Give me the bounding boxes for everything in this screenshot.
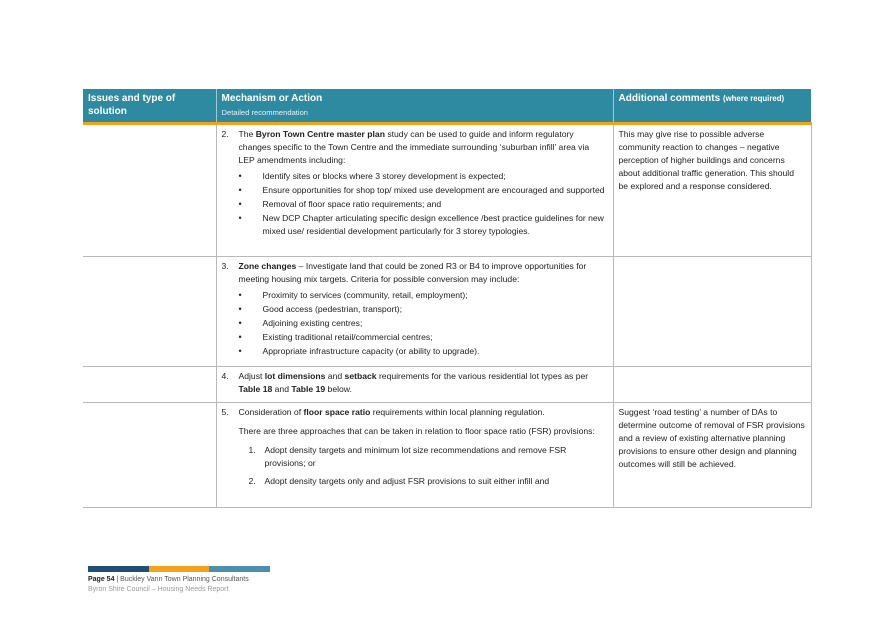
table-row xyxy=(83,257,811,367)
list-item: • Proximity to services (community, retail, employment); xyxy=(239,289,608,302)
issue-cell xyxy=(83,367,216,403)
comment-cell xyxy=(613,124,811,257)
header-comments-qualifier: (where required) xyxy=(722,94,785,103)
list-item: • New DCP Chapter articulating specific design excellence /best practice guidelines for new mixed use/ residential development particularly for 3 storey typologies. xyxy=(239,212,608,238)
item-text-part: below. xyxy=(325,384,352,394)
issue-cell xyxy=(83,403,216,508)
list-item: • Existing traditional retail/commercial centres; xyxy=(239,331,608,344)
comment-text: This may give rise to possible adverse community reaction to changes – negative perception of higher buildings and concerns about additional traffic generation. This should be explored and a response considered. xyxy=(618,129,794,191)
comment-text: Suggest ‘road testing’ a number of DAs to determine outcome of removal of FSR provisions and a review of existing alternative planning provisions to ensure other design and planning outcomes will still be achieved. xyxy=(618,407,805,469)
option-text: Adopt density targets and minimum lot size recommendations and remove FSR provisions; or xyxy=(264,445,567,468)
table-header-row xyxy=(83,89,811,124)
header-mechanism xyxy=(216,89,613,124)
list-item xyxy=(249,444,608,470)
footer-report-title: Byron Shire Council – Housing Needs Report xyxy=(88,586,229,593)
header-mechanism-sublabel: Detailed recommendation xyxy=(221,108,309,117)
footer-bar-segment xyxy=(88,566,149,572)
table-row xyxy=(83,367,811,403)
comment-cell xyxy=(613,367,811,403)
footer-bar-segment xyxy=(209,566,270,572)
comment-cell xyxy=(613,403,811,508)
item-text-part: – Investigate land that could be zoned R3 or B4 to improve opportunities for meeting housing mix targets. Criteria for possible conversion may include: xyxy=(238,261,587,284)
company-name: | Buckley Vann Town Planning Consultants xyxy=(114,576,249,583)
item-paragraph: There are three approaches that can be taken in relation to floor space ratio (FSR) provisions: xyxy=(238,426,595,436)
issue-cell xyxy=(83,257,216,367)
item-text-part: The xyxy=(238,129,256,139)
list-item: • Removal of floor space ratio requirements; and xyxy=(239,198,608,211)
bullet-list xyxy=(222,170,608,238)
item-number: 5. xyxy=(221,407,229,417)
recommendation-item xyxy=(222,370,608,396)
header-mechanism-label: Mechanism or Action xyxy=(221,93,323,104)
table-row xyxy=(83,124,811,257)
item-text-part: and xyxy=(272,384,292,394)
footer-page-info xyxy=(88,576,249,583)
header-issues xyxy=(83,89,216,124)
recommendation-item xyxy=(222,260,608,286)
item-keyword: setback xyxy=(344,371,377,381)
recommendation-item xyxy=(222,406,608,438)
mechanism-cell xyxy=(216,124,613,257)
option-number: 2. xyxy=(248,476,256,486)
footer-color-bar xyxy=(88,566,270,572)
list-item: • Appropriate infrastructure capacity (or ability to upgrade). xyxy=(239,345,608,358)
bullet-list xyxy=(222,289,608,358)
mechanism-cell xyxy=(216,367,613,403)
item-keyword: floor space ratio xyxy=(303,407,371,417)
list-item: • Ensure opportunities for shop top/ mixed use development are encouraged and supported xyxy=(239,184,608,197)
item-keyword: Byron Town Centre master plan xyxy=(255,129,385,139)
option-list xyxy=(222,444,608,488)
recommendation-item xyxy=(222,128,608,167)
item-text xyxy=(239,128,608,167)
table-reference: Table 19 xyxy=(291,384,326,394)
header-issues-label: Issues and type of solution xyxy=(88,93,176,117)
option-number: 1. xyxy=(248,445,256,455)
item-text xyxy=(239,260,608,286)
list-item: • Identify sites or blocks where 3 storey development is expected; xyxy=(239,170,608,183)
item-text-part: and xyxy=(325,371,345,381)
item-text-part: requirements within local planning regulation. xyxy=(370,407,545,417)
list-item: • Adjoining existing centres; xyxy=(239,317,608,330)
item-number: 2. xyxy=(221,129,229,139)
header-comments xyxy=(613,89,811,124)
header-comments-label: Additional comments xyxy=(618,93,721,104)
table-reference: Table 18 xyxy=(238,384,273,394)
issue-cell xyxy=(83,124,216,257)
item-number: 3. xyxy=(221,261,229,271)
item-text-part: study can be used to guide and inform regulatory changes specific to the Town Centre and the immediate surrounding ‘suburban infill’ area via LEP amendments including: xyxy=(238,129,590,165)
mechanism-cell xyxy=(216,403,613,508)
item-number: 4. xyxy=(221,371,229,381)
footer-bar-segment xyxy=(149,566,210,572)
item-text xyxy=(239,370,608,396)
item-text-part: Adjust xyxy=(238,371,265,381)
mechanism-cell xyxy=(216,257,613,367)
item-keyword: Zone changes xyxy=(238,261,297,271)
list-item: • Good access (pedestrian, transport); xyxy=(239,303,608,316)
option-text: Adopt density targets only and adjust FSR provisions to suit either infill and xyxy=(264,476,550,486)
item-text xyxy=(239,406,608,438)
item-keyword: lot dimensions xyxy=(264,371,326,381)
page-number: Page 54 xyxy=(88,576,115,583)
table-row xyxy=(83,403,811,508)
recommendations-table xyxy=(83,89,812,508)
list-item xyxy=(249,475,608,488)
comment-cell xyxy=(613,257,811,367)
item-text-part: Consideration of xyxy=(238,407,304,417)
item-text-part: requirements for the various residential lot types as per xyxy=(376,371,589,381)
